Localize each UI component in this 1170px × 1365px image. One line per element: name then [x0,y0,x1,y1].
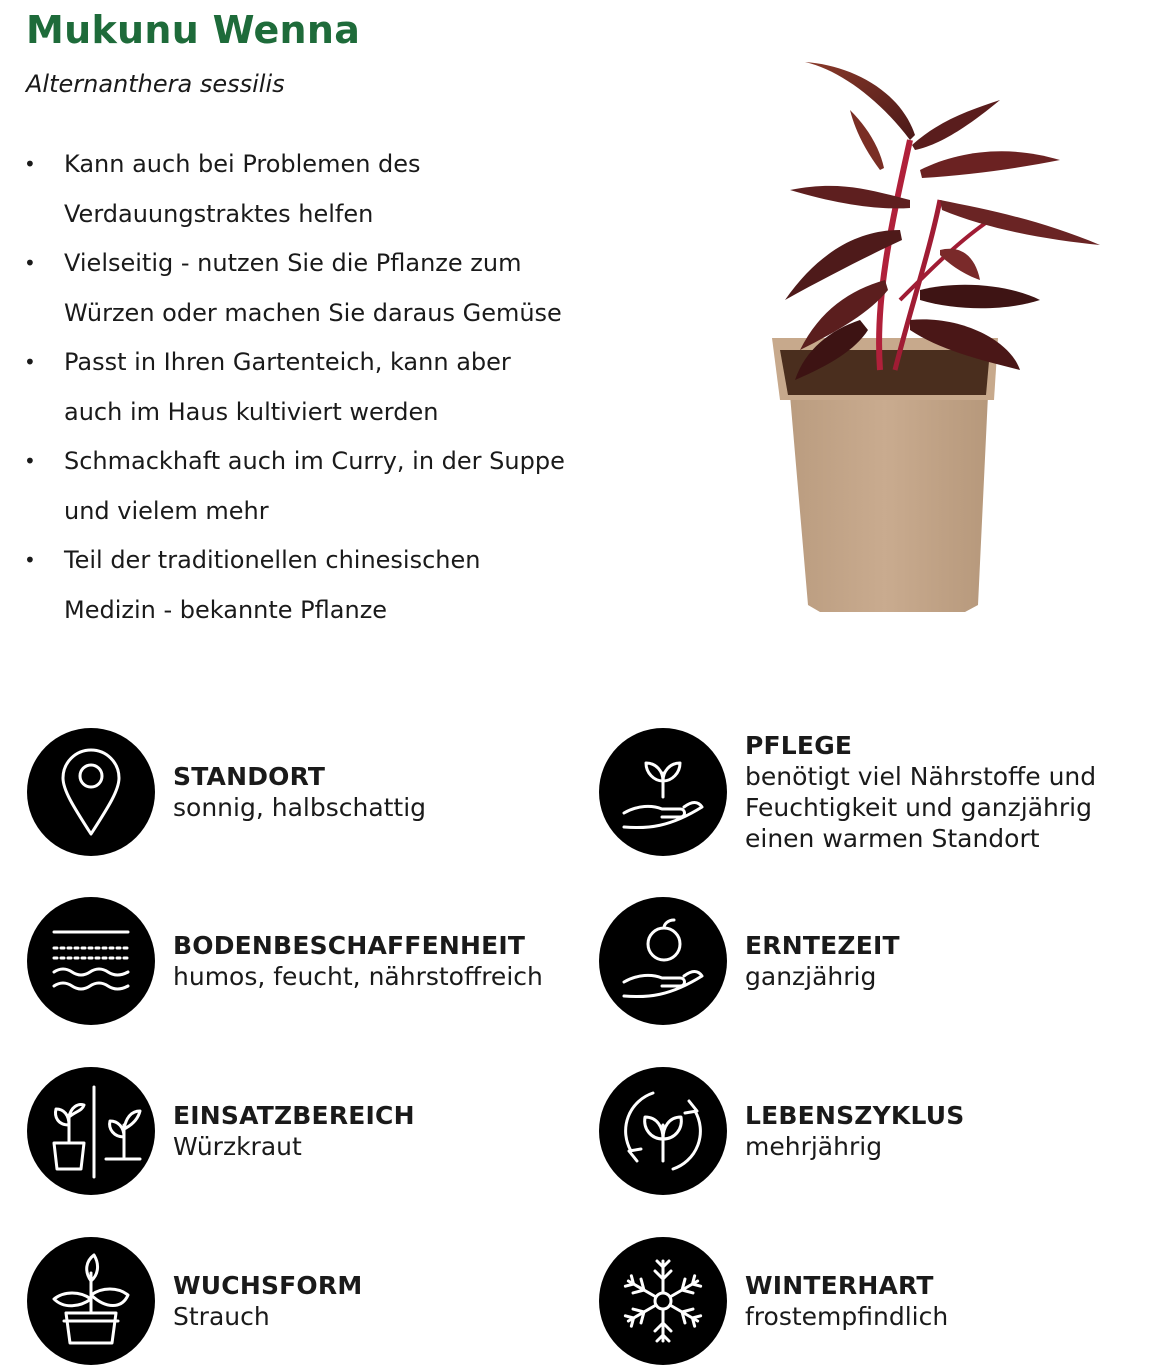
feature-value-line: benötigt viel Nährstoffe und [745,762,1097,791]
plant-image [760,50,1120,630]
feature-value-line: einen warmen Standort [745,824,1040,853]
feature-value-line: Feuchtigkeit und ganzjährig [745,793,1092,822]
location-pin-icon [27,728,155,856]
feature-label: WINTERHART [745,1271,934,1300]
product-latin-name: Alternanthera sessilis [26,70,285,98]
feature-wuchs [27,1237,362,1365]
feature-value: mehrjährig [745,1132,883,1161]
feature-leben [599,1067,964,1195]
feature-value: Strauch [173,1302,270,1331]
feature-label: STANDORT [173,762,326,791]
benefit-item: • Teil der traditionellen chinesischen Medizin - bekannte Pflanze [22,536,542,635]
feature-value: frostempfindlich [745,1302,949,1331]
feature-label: PFLEGE [745,731,853,760]
fruit-hand-icon [599,897,727,1025]
pot-and-ground-icon [27,1067,155,1195]
feature-value: ganzjährig [745,962,877,991]
feature-pflege [599,728,1096,856]
soil-layers-icon [27,897,155,1025]
feature-label: LEBENSZYKLUS [745,1101,965,1130]
feature-value: Würzkraut [173,1132,302,1161]
feature-winter [599,1237,948,1365]
benefit-item: • Vielseitig - nutzen Sie die Pflanze zum Würzen oder machen Sie daraus Gemüse [22,239,562,338]
feature-label: EINSATZBEREICH [173,1101,415,1130]
feature-einsatz [27,1067,415,1195]
snowflake-icon [599,1237,727,1365]
feature-label: ERNTEZEIT [745,931,900,960]
feature-value: sonnig, halbschattig [173,793,427,822]
potted-plant-icon [27,1237,155,1365]
benefit-item: • Kann auch bei Problemen des Verdauungstraktes helfen [22,140,462,239]
seedling-hand-icon [599,728,727,856]
feature-ernte [599,897,900,1025]
product-title: Mukunu Wenna [26,8,361,52]
lifecycle-icon [599,1067,727,1195]
feature-boden [27,897,543,1025]
benefit-list [22,140,582,635]
feature-value: humos, feucht, nährstoffreich [173,962,543,991]
feature-standort [27,728,426,856]
feature-label: BODENBESCHAFFENHEIT [173,931,526,960]
benefit-item: • Passt in Ihren Gartenteich, kann aber auch im Haus kultiviert werden [22,338,542,437]
feature-label: WUCHSFORM [173,1271,363,1300]
benefit-item: • Schmackhaft auch im Curry, in der Suppe und vielem mehr [22,437,582,536]
